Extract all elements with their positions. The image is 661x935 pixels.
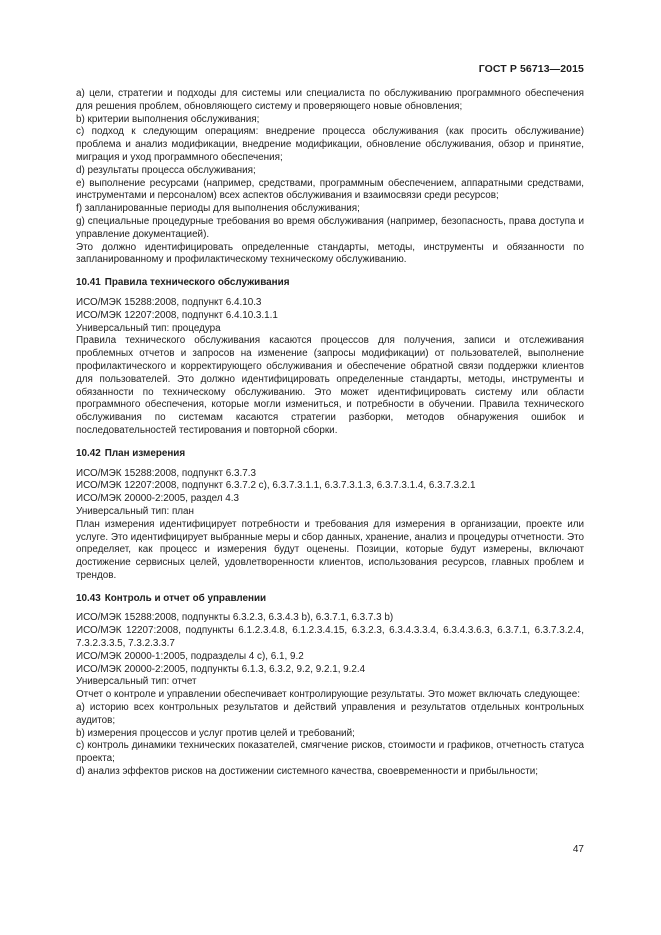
section-number: 10.41 <box>76 277 101 289</box>
intro-paragraph: d) результаты процесса обслуживания; <box>76 164 256 176</box>
section-title: Правила технического обслуживания <box>104 277 290 289</box>
reference-line: ИСО/МЭК 20000-2:2005, подпункты 6.1.3, 6.3.2, 9.2, 9.2.1, 9.2.4 <box>76 663 366 675</box>
list-item: c) контроль динамики технических показателей, смягчение рисков, стоимости и графиков, отчетность статуса проекта; <box>76 740 584 765</box>
intro-block <box>76 88 584 267</box>
section-heading <box>76 448 584 461</box>
list-item: d) анализ эффектов рисков на достижении системного качества, своевременности и прибыльности; <box>76 766 539 778</box>
reference-line: ИСО/МЭК 15288:2008, подпункты 6.3.2.3, 6.3.4.3 b), 6.3.7.1, 6.3.7.3 b) <box>76 612 394 624</box>
section-10-43 <box>76 593 584 779</box>
intro-paragraph: g) специальные процедурные требования во время обслуживания (например, безопасность, права доступа и управление документацией). <box>76 215 584 240</box>
intro-paragraph: f) запланированные периоды для выполнения обслуживания; <box>76 203 360 215</box>
type-line: Универсальный тип: отчет <box>76 676 197 688</box>
section-10-42 <box>76 448 584 583</box>
section-heading <box>76 277 584 290</box>
page-content <box>76 88 584 779</box>
section-title: Контроль и отчет об управлении <box>104 592 267 604</box>
body-paragraph: Отчет о контроле и управлении обеспечивает контролирующие результаты. Это может включать следующее: <box>76 689 581 701</box>
standard-header: ГОСТ Р 56713—2015 <box>478 63 584 75</box>
intro-paragraph: c) подход к следующим операциям: внедрение процесса обслуживания (как просить обслуживание) проблема и анализ модификации, внедрение модификации, обновление обслуживания, обзор и принятие, миграция и уход программного обеспечения; <box>76 126 584 163</box>
intro-paragraph: e) выполнение ресурсами (например, средствами, программным обеспечением, аппаратными средствами, инструментами и персоналом) всех аспектов обслуживания и взаимосвязи среди ресурсов; <box>76 177 584 202</box>
reference-line: ИСО/МЭК 20000-1:2005, подразделы 4 с), 6.1, 9.2 <box>76 650 304 662</box>
intro-paragraph: а) цели, стратегии и подходы для системы или специалиста по обслуживанию программного обеспечения для решения проблем, обновляющего систему и проверяющего новые обновления; <box>76 88 584 112</box>
reference-line: ИСО/МЭК 20000-2:2005, раздел 4.3 <box>76 493 240 505</box>
reference-line: ИСО/МЭК 15288:2008, подпункт 6.4.10.3 <box>76 296 262 308</box>
list-item: b) измерения процессов и услуг против целей и требований; <box>76 727 355 739</box>
section-10-41 <box>76 277 584 438</box>
body-paragraph: Правила технического обслуживания касаются процессов для получения, записи и отслеживания проблемных отчетов и запросов на изменение (запросы модификации) от пользователей, выполнение профилактического и корректирующего обслуживания и обеспечение обратной связи поддержки клиентов для пользователей. Это должно идентифицировать определенные стандарты, методы, инструменты и обязанности по техническому обслуживанию. Это может идентифицировать систему или области программного обеспечения, которые могли измениться, и потребности в обучении. Правила технического обслуживания по системам касаются стратегии разборки, методов обнаружения ошибок и последовательностей тестирования и повторной сборки. <box>76 335 584 436</box>
section-title: План измерения <box>104 447 186 459</box>
reference-line: ИСО/МЭК 12207:2008, подпункт 6.3.7.2 с), 6.3.7.3.1.1, 6.3.7.3.1.3, 6.3.7.3.1.4, 6.3.7.3.2.1 <box>76 480 476 492</box>
section-number: 10.42 <box>76 447 101 459</box>
reference-line: ИСО/МЭК 15288:2008, подпункт 6.3.7.3 <box>76 467 256 479</box>
reference-line: ИСО/МЭК 12207:2008, подпункты 6.1.2.3.4.8, 6.1.2.3.4.15, 6.3.2.3, 6.3.4.3.3.4, 6.3.4.3.6.3, 6.3.7.1, 6.3.7.3.2.4, 7.3.2.3.3.5, 7.3.2.3.3.7 <box>76 625 584 650</box>
body-paragraph: План измерения идентифицирует потребности и требования для измерения в организации, проекте или услуге. Это идентифицирует выбранные меры и сбор данных, хранение, анализ и процедуры отчетности. Это определяет, как процесс и измерения будут оценены. Позиции, которые будут измерены, включают достижение сервисных целей, удовлетворенности клиентов, использования ресурсов, главных проблем и трендов. <box>76 518 584 581</box>
intro-paragraph: Это должно идентифицировать определенные стандарты, методы, инструменты и обязанности по запланированному и профилактическому техническому обслуживанию. <box>76 241 584 266</box>
type-line: Универсальный тип: процедура <box>76 322 221 334</box>
reference-line: ИСО/МЭК 12207:2008, подпункт 6.4.10.3.1.1 <box>76 309 278 321</box>
page-number: 47 <box>572 844 584 855</box>
type-line: Универсальный тип: план <box>76 505 194 517</box>
section-heading <box>76 593 584 606</box>
list-item: а) историю всех контрольных результатов и действий управления и результатов отдельных контрольных аудитов; <box>76 702 584 726</box>
section-number: 10.43 <box>76 592 101 604</box>
intro-paragraph: b) критерии выполнения обслуживания; <box>76 113 260 125</box>
